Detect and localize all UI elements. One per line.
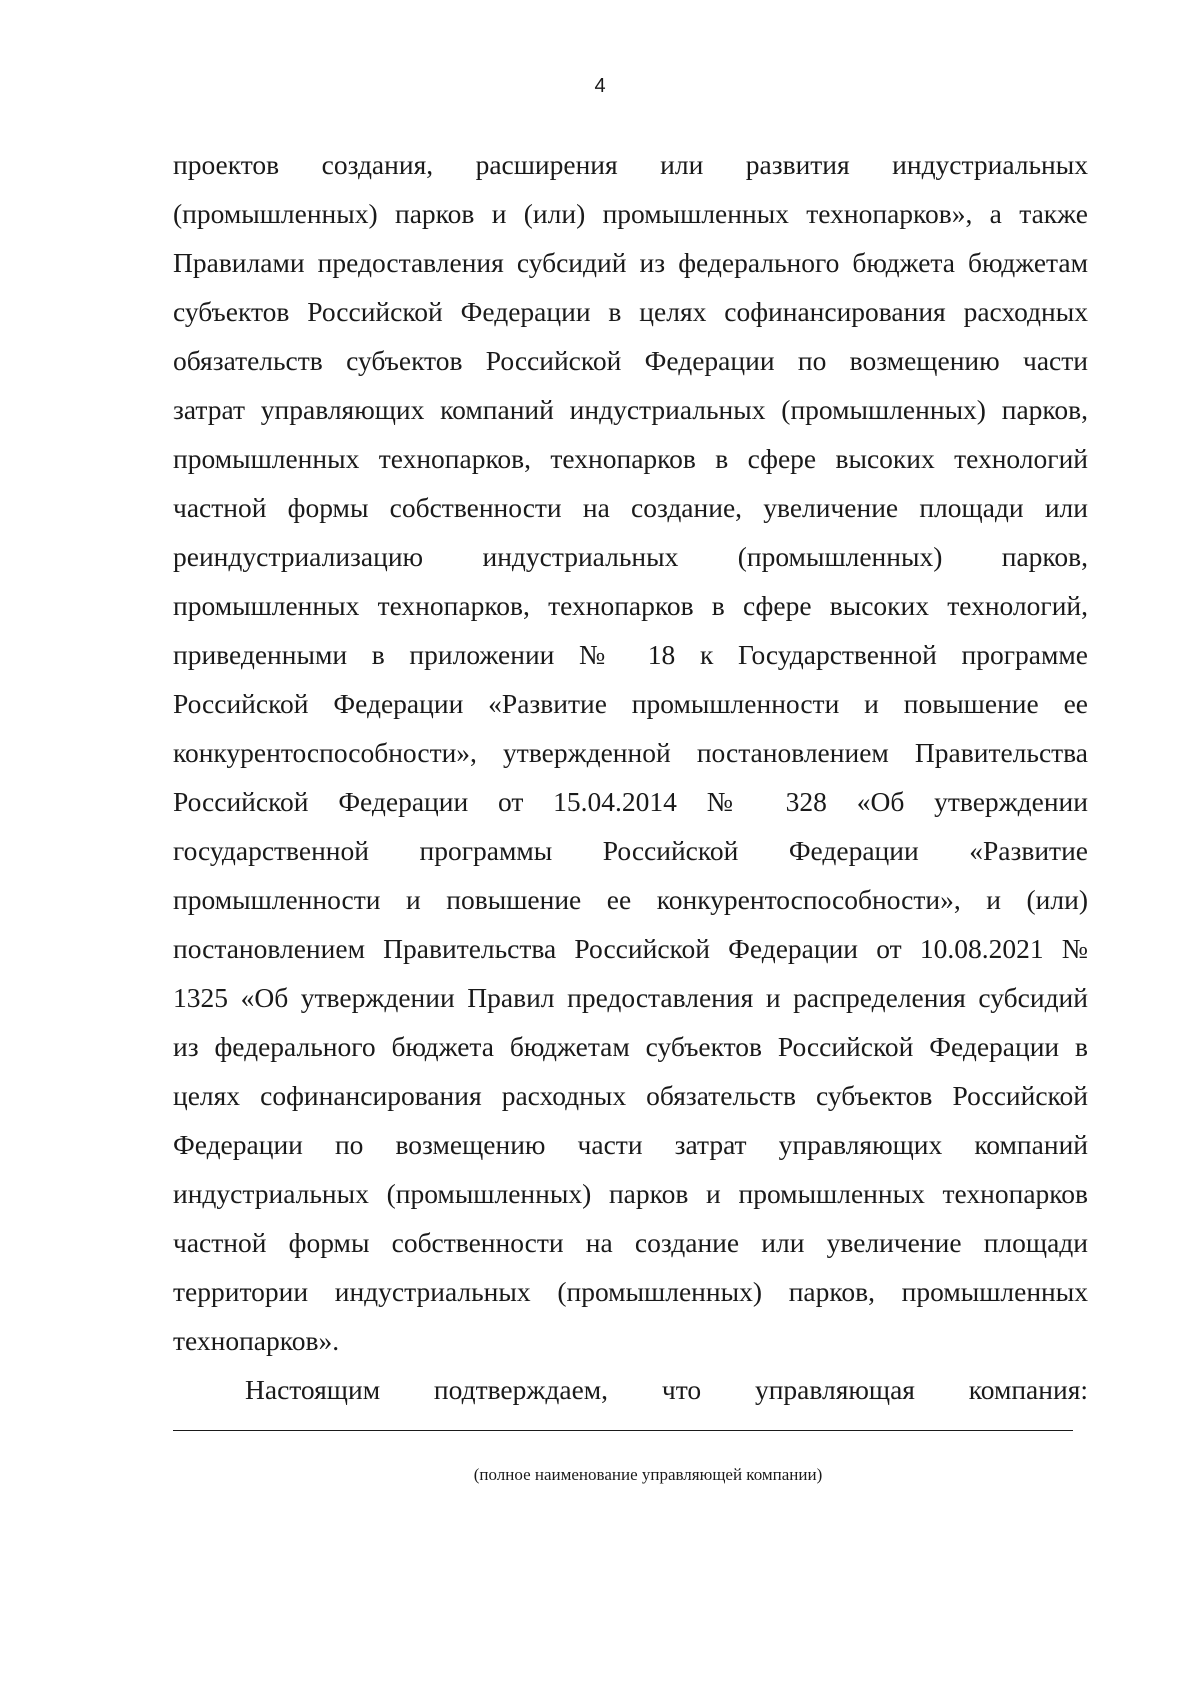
page-number: 4: [594, 75, 606, 97]
text-line: обязательств субъектов Российской Федерации по возмещению части: [173, 345, 1088, 376]
confirmation-line: Настоящим подтверждаем, что управляющая компания:: [245, 1374, 1088, 1405]
text-line-last: технопарков».: [173, 1325, 340, 1356]
text-line: частной формы собственности на создание или увеличение площади: [173, 1227, 1088, 1258]
company-name-blank-field[interactable]: [173, 1430, 1073, 1431]
text-line: государственной программы Российской Федерации «Развитие: [173, 835, 1088, 866]
text-line: частной формы собственности на создание, увеличение площади или: [173, 492, 1088, 523]
text-line: постановлением Правительства Российской Федерации от 10.08.2021 №: [173, 933, 1088, 964]
text-line: целях софинансирования расходных обязательств субъектов Российской: [173, 1080, 1088, 1111]
text-line: проектов создания, расширения или развития индустриальных: [173, 149, 1088, 180]
text-line: реиндустриализацию индустриальных (промышленных) парков,: [173, 541, 1088, 572]
text-line: Федерации по возмещению части затрат управляющих компаний: [173, 1129, 1088, 1160]
text-line: индустриальных (промышленных) парков и промышленных технопарков: [173, 1178, 1088, 1209]
text-line: приведенными в приложении № 18 к Государственной программе: [173, 639, 1088, 670]
text-line: Российской Федерации от 15.04.2014 № 328 «Об утверждении: [173, 786, 1088, 817]
text-line: затрат управляющих компаний индустриальных (промышленных) парков,: [173, 394, 1088, 425]
text-line: 1325 «Об утверждении Правил предоставления и распределения субсидий: [173, 982, 1088, 1013]
text-line: промышленных технопарков, технопарков в сфере высоких технологий,: [173, 590, 1088, 621]
text-line: Правилами предоставления субсидий из федерального бюджета бюджетам: [173, 247, 1088, 278]
text-line: конкурентоспособности», утвержденной постановлением Правительства: [173, 737, 1088, 768]
text-line: субъектов Российской Федерации в целях софинансирования расходных: [173, 296, 1088, 327]
text-line: (промышленных) парков и (или) промышленных технопарков», а также: [173, 198, 1088, 229]
company-name-field-caption: (полное наименование управляющей компании): [473, 1465, 823, 1484]
text-line: промышленных технопарков, технопарков в сфере высоких технологий: [173, 443, 1088, 474]
text-line: территории индустриальных (промышленных) парков, промышленных: [173, 1276, 1088, 1307]
body-text: [173, 140, 1088, 1414]
text-line: из федерального бюджета бюджетам субъектов Российской Федерации в: [173, 1031, 1088, 1062]
text-line: промышленности и повышение ее конкурентоспособности», и (или): [173, 884, 1088, 915]
text-line: Российской Федерации «Развитие промышленности и повышение ее: [173, 688, 1088, 719]
